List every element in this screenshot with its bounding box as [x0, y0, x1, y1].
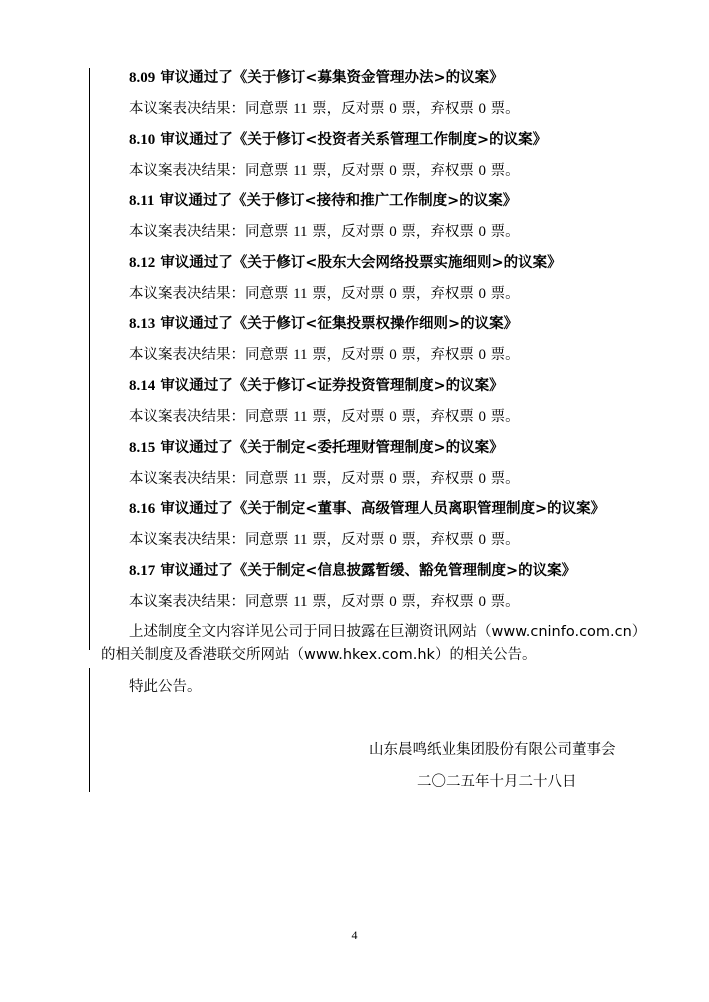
vote-mid: 票，反对票: [307, 470, 390, 487]
vote-mid: 票，反对票: [307, 593, 390, 610]
paragraph-websites-cont: 的相关制度及香港联交所网站（www.hkex.com.hk）的相关公告。: [101, 647, 537, 663]
vote-result: [129, 469, 520, 489]
vote-mid: 票，反对票: [307, 224, 390, 241]
resolution-number: 8.15: [129, 439, 156, 456]
against-count: 0: [389, 532, 397, 549]
resolution-number: 8.09: [129, 70, 156, 86]
vote-prefix: 本议案表决结果：同意票: [129, 532, 294, 549]
agree-count: 11: [293, 593, 308, 610]
date: 二〇二五年十月二十八日: [417, 774, 577, 790]
vote-suffix: 票。: [486, 162, 520, 179]
resolution-title: 审议通过了《关于修订<股东大会网络投票实施细则>的议案》: [160, 254, 562, 271]
resolution-title: 审议通过了《关于制定<委托理财管理制度>的议案》: [160, 439, 504, 456]
against-count: 0: [389, 285, 397, 302]
revision-bar: [89, 668, 90, 792]
vote-prefix: 本议案表决结果：同意票: [129, 409, 294, 425]
vote-mid: 票，反对票: [307, 409, 390, 425]
vote-mid: 票，弃权票: [396, 347, 479, 364]
vote-mid: 票，弃权票: [396, 101, 479, 117]
abstain-count: 0: [478, 409, 486, 425]
resolution-heading: [129, 191, 517, 211]
vote-result: [129, 284, 520, 304]
resolution-heading: [129, 314, 518, 334]
vote-suffix: 票。: [486, 285, 520, 302]
agree-count: 11: [293, 532, 308, 549]
against-count: 0: [389, 224, 397, 241]
agree-count: 11: [293, 285, 308, 302]
vote-suffix: 票。: [486, 224, 520, 241]
against-count: 0: [389, 409, 397, 425]
resolution-title: 审议通过了《关于修订<接待和推广工作制度>的议案》: [159, 193, 518, 210]
resolution-heading: [129, 130, 547, 150]
paragraph-websites: 上述制度全文内容详见公司于同日披露在巨潮资讯网站（www.cninfo.com.cn）: [129, 624, 647, 640]
vote-mid: 票，弃权票: [396, 593, 479, 610]
vote-prefix: 本议案表决结果：同意票: [129, 285, 294, 302]
vote-result: [129, 345, 520, 365]
vote-result: [129, 407, 520, 427]
vote-result: [129, 99, 520, 119]
resolution-title: 审议通过了《关于制定<信息披露暂缓、豁免管理制度>的议案》: [160, 562, 577, 579]
vote-prefix: 本议案表决结果：同意票: [129, 593, 294, 610]
resolution-heading: [129, 561, 576, 581]
against-count: 0: [389, 347, 397, 364]
vote-result: [129, 161, 520, 181]
vote-prefix: 本议案表决结果：同意票: [129, 162, 294, 179]
resolution-number: 8.17: [129, 562, 156, 579]
abstain-count: 0: [478, 593, 486, 610]
agree-count: 11: [293, 101, 308, 117]
vote-mid: 票，反对票: [307, 101, 390, 117]
vote-prefix: 本议案表决结果：同意票: [129, 224, 294, 241]
vote-suffix: 票。: [486, 101, 520, 117]
vote-mid: 票，反对票: [307, 285, 390, 302]
agree-count: 11: [293, 470, 308, 487]
agree-count: 11: [293, 224, 308, 241]
resolution-number: 8.10: [129, 131, 156, 148]
resolution-title: 审议通过了《关于修订<征集投票权操作细则>的议案》: [160, 316, 519, 333]
vote-suffix: 票。: [486, 409, 520, 425]
against-count: 0: [389, 470, 397, 487]
abstain-count: 0: [478, 101, 486, 117]
vote-mid: 票，弃权票: [396, 285, 479, 302]
vote-prefix: 本议案表决结果：同意票: [129, 101, 294, 117]
abstain-count: 0: [478, 285, 486, 302]
vote-suffix: 票。: [486, 593, 520, 610]
resolution-number: 8.16: [129, 501, 156, 518]
vote-prefix: 本议案表决结果：同意票: [129, 470, 294, 487]
resolution-number: 8.13: [129, 316, 156, 333]
vote-mid: 票，弃权票: [396, 532, 479, 549]
resolution-number: 8.12: [129, 254, 156, 271]
agree-count: 11: [293, 162, 308, 179]
vote-mid: 票，弃权票: [396, 470, 479, 487]
vote-prefix: 本议案表决结果：同意票: [129, 347, 294, 364]
vote-mid: 票，弃权票: [396, 409, 479, 425]
resolution-heading: [129, 499, 605, 519]
vote-result: [129, 530, 520, 550]
closing-text: 特此公告。: [129, 679, 202, 695]
page-number: 4: [351, 928, 358, 942]
agree-count: 11: [293, 409, 308, 425]
resolution-number: 8.11: [129, 193, 155, 210]
vote-suffix: 票。: [486, 347, 520, 364]
resolution-title: 审议通过了《关于修订<募集资金管理办法>的议案》: [160, 70, 504, 86]
revision-bar: [89, 68, 90, 650]
resolution-number: 8.14: [129, 378, 156, 394]
vote-suffix: 票。: [486, 532, 520, 549]
resolution-title: 审议通过了《关于修订<投资者关系管理工作制度>的议案》: [160, 131, 548, 148]
abstain-count: 0: [478, 532, 486, 549]
abstain-count: 0: [478, 162, 486, 179]
abstain-count: 0: [478, 347, 486, 364]
vote-mid: 票，反对票: [307, 162, 390, 179]
abstain-count: 0: [478, 470, 486, 487]
vote-result: [129, 222, 520, 242]
resolution-heading: [129, 376, 504, 396]
resolution-heading: [129, 438, 504, 458]
vote-mid: 票，反对票: [307, 347, 390, 364]
vote-result: [129, 592, 520, 612]
agree-count: 11: [293, 347, 308, 364]
resolution-heading: [129, 253, 562, 273]
against-count: 0: [389, 162, 397, 179]
against-count: 0: [389, 101, 397, 117]
against-count: 0: [389, 593, 397, 610]
vote-suffix: 票。: [486, 470, 520, 487]
vote-mid: 票，弃权票: [396, 162, 479, 179]
vote-mid: 票，弃权票: [396, 224, 479, 241]
resolution-title: 审议通过了《关于修订<证券投资管理制度>的议案》: [160, 378, 504, 394]
signer: 山东晨鸣纸业集团股份有限公司董事会: [369, 742, 616, 758]
resolution-title: 审议通过了《关于制定<董事、高级管理人员离职管理制度>的议案》: [160, 501, 606, 518]
abstain-count: 0: [478, 224, 486, 241]
vote-mid: 票，反对票: [307, 532, 390, 549]
resolution-heading: [129, 68, 504, 88]
